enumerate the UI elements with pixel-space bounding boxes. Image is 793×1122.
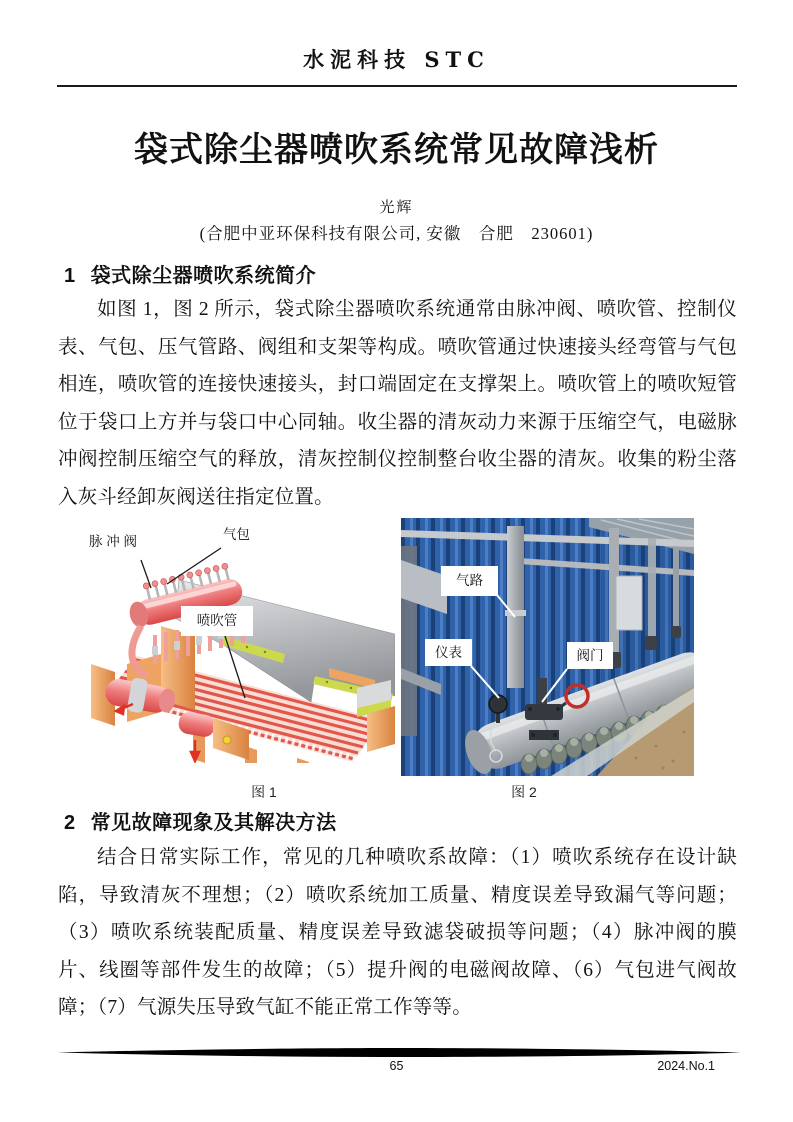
section-2-number: 2 (64, 812, 76, 834)
label-instrument: 仪表 (425, 639, 472, 666)
footer-page-number: 65 (389, 1059, 404, 1073)
figure-2-photo (401, 518, 694, 776)
footer-bar (57, 1048, 741, 1057)
air-riser-main (507, 526, 524, 688)
air-riser-4 (673, 548, 679, 632)
section-1-heading (64, 259, 316, 288)
article-author: 光辉 (379, 200, 414, 216)
label-gas-bag: 气包 (223, 527, 250, 542)
section-1-number: 1 (64, 265, 76, 287)
journal-header: 水泥科技 STC (303, 47, 490, 72)
riser-flange (505, 610, 526, 616)
cylinder-actuator (616, 576, 642, 630)
figure-1-caption: 图 1 (251, 784, 277, 800)
inlet-bolt (223, 736, 231, 744)
figures-row (0, 518, 793, 810)
figure-1-drawing (75, 518, 395, 763)
right-angle-plate (367, 706, 395, 752)
section-1-paragraph: 如图 1，图 2 所示，袋式除尘器喷吹系统通常由脉冲阀、喷吹管、控制仪表、气包、压气管路、阀组和支架等构成。喷吹管通过快速接头经弯管与气包相连，喷吹管的连接快速接头，封口端固定在支撑架上。喷吹管上的喷吹短管位于袋口上方并与袋口中心同轴。收尘器的清灰动力来源于压缩空气，电磁脉冲阀控制压缩空气的释放，清灰控制仪控制整台收尘器的清灰。收集的粉尘落入灰斗经卸灰阀送往指定位置。 (58, 299, 737, 508)
label-pulse-valve: 脉 冲 阀 (89, 534, 138, 549)
article-title: 袋式除尘器喷吹系统常见故障浅析 (134, 131, 659, 169)
section-1-title: 袋式除尘器喷吹系统简介 (90, 265, 317, 287)
label-valve: 阀门 (567, 642, 613, 669)
figure-1-diagram (75, 518, 395, 763)
header-rule (57, 85, 737, 87)
footer-issue: 2024.No.1 (657, 1059, 715, 1073)
label-gas-line: 气路 (441, 566, 498, 596)
support-leg (297, 758, 309, 763)
article-affiliation: (合肥中亚环保科技有限公司, 安徽 合肥 230601) (199, 224, 594, 243)
section-2-title: 常见故障现象及其解决方法 (90, 812, 337, 834)
section-2-paragraph: 结合日常实际工作，常见的几种喷吹系故障：（1）喷吹系统存在设计缺陷，导致清灰不理想；（2）喷吹系统加工质量、精度误差导致漏气等问题；（3）喷吹系统装配质量、精度误差导致滤袋破损等问题；（4）脉冲阀的膜片、线圈等部件发生的故障；（5）提升阀的电磁阀故障、（6）气包进气阀故障；（7）气源失压导致气缸不能正常工作等等。 (58, 847, 737, 1018)
label-blow-pipe: 喷吹管 (181, 606, 253, 636)
air-riser-3 (648, 538, 656, 642)
section-2-heading (64, 806, 337, 835)
figure-2-caption: 图 2 (511, 784, 537, 800)
